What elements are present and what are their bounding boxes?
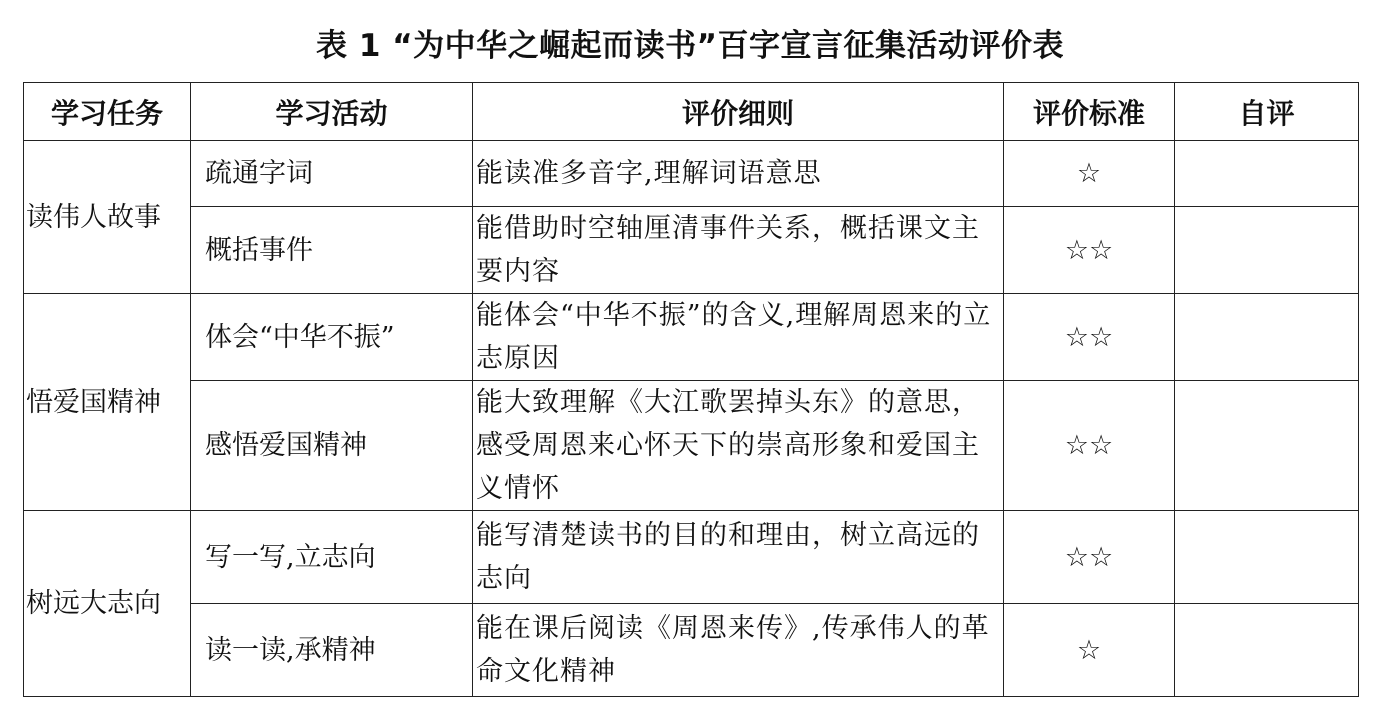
star-rating: ☆ <box>1004 141 1175 207</box>
table-row <box>24 207 1359 294</box>
star-rating: ☆☆ <box>1004 381 1175 511</box>
star-rating: ☆☆ <box>1004 207 1175 294</box>
self-eval-cell[interactable] <box>1175 381 1359 511</box>
table-row <box>24 511 1359 604</box>
header-detail: 评价细则 <box>473 83 1004 141</box>
table-row <box>24 294 1359 381</box>
header-row <box>24 83 1359 141</box>
table-row <box>24 141 1359 207</box>
self-eval-cell[interactable] <box>1175 207 1359 294</box>
evaluation-table <box>23 82 1359 697</box>
activity-cell: 概括事件 <box>191 207 473 294</box>
activity-cell: 疏通字词 <box>191 141 473 207</box>
activity-cell: 读一读,承精神 <box>191 604 473 697</box>
star-rating: ☆ <box>1004 604 1175 697</box>
star-rating: ☆☆ <box>1004 511 1175 604</box>
header-self: 自评 <box>1175 83 1359 141</box>
header-activity: 学习活动 <box>191 83 473 141</box>
detail-cell: 能借助时空轴厘清事件关系，概括课文主要内容 <box>473 207 1004 294</box>
star-rating: ☆☆ <box>1004 294 1175 381</box>
activity-cell: 写一写,立志向 <box>191 511 473 604</box>
self-eval-cell[interactable] <box>1175 511 1359 604</box>
task-cell: 读伟人故事 <box>24 141 191 294</box>
self-eval-cell[interactable] <box>1175 604 1359 697</box>
detail-cell: 能体会“中华不振”的含义,理解周恩来的立志原因 <box>473 294 1004 381</box>
task-cell: 悟爱国精神 <box>24 294 191 511</box>
header-task: 学习任务 <box>24 83 191 141</box>
header-standard: 评价标准 <box>1004 83 1175 141</box>
detail-cell: 能读准多音字,理解词语意思 <box>473 141 1004 207</box>
detail-cell: 能大致理解《大江歌罢掉头东》的意思，感受周恩来心怀天下的崇高形象和爱国主义情怀 <box>473 381 1004 511</box>
detail-cell: 能在课后阅读《周恩来传》,传承伟人的革命文化精神 <box>473 604 1004 697</box>
activity-cell: 体会“中华不振” <box>191 294 473 381</box>
task-cell: 树远大志向 <box>24 511 191 697</box>
detail-cell: 能写清楚读书的目的和理由，树立高远的志向 <box>473 511 1004 604</box>
activity-cell: 感悟爱国精神 <box>191 381 473 511</box>
table-row <box>24 381 1359 511</box>
table-row <box>24 604 1359 697</box>
self-eval-cell[interactable] <box>1175 141 1359 207</box>
table-title: 表 1 “为中华之崛起而读书”百字宣言征集活动评价表 <box>316 28 1064 64</box>
self-eval-cell[interactable] <box>1175 294 1359 381</box>
